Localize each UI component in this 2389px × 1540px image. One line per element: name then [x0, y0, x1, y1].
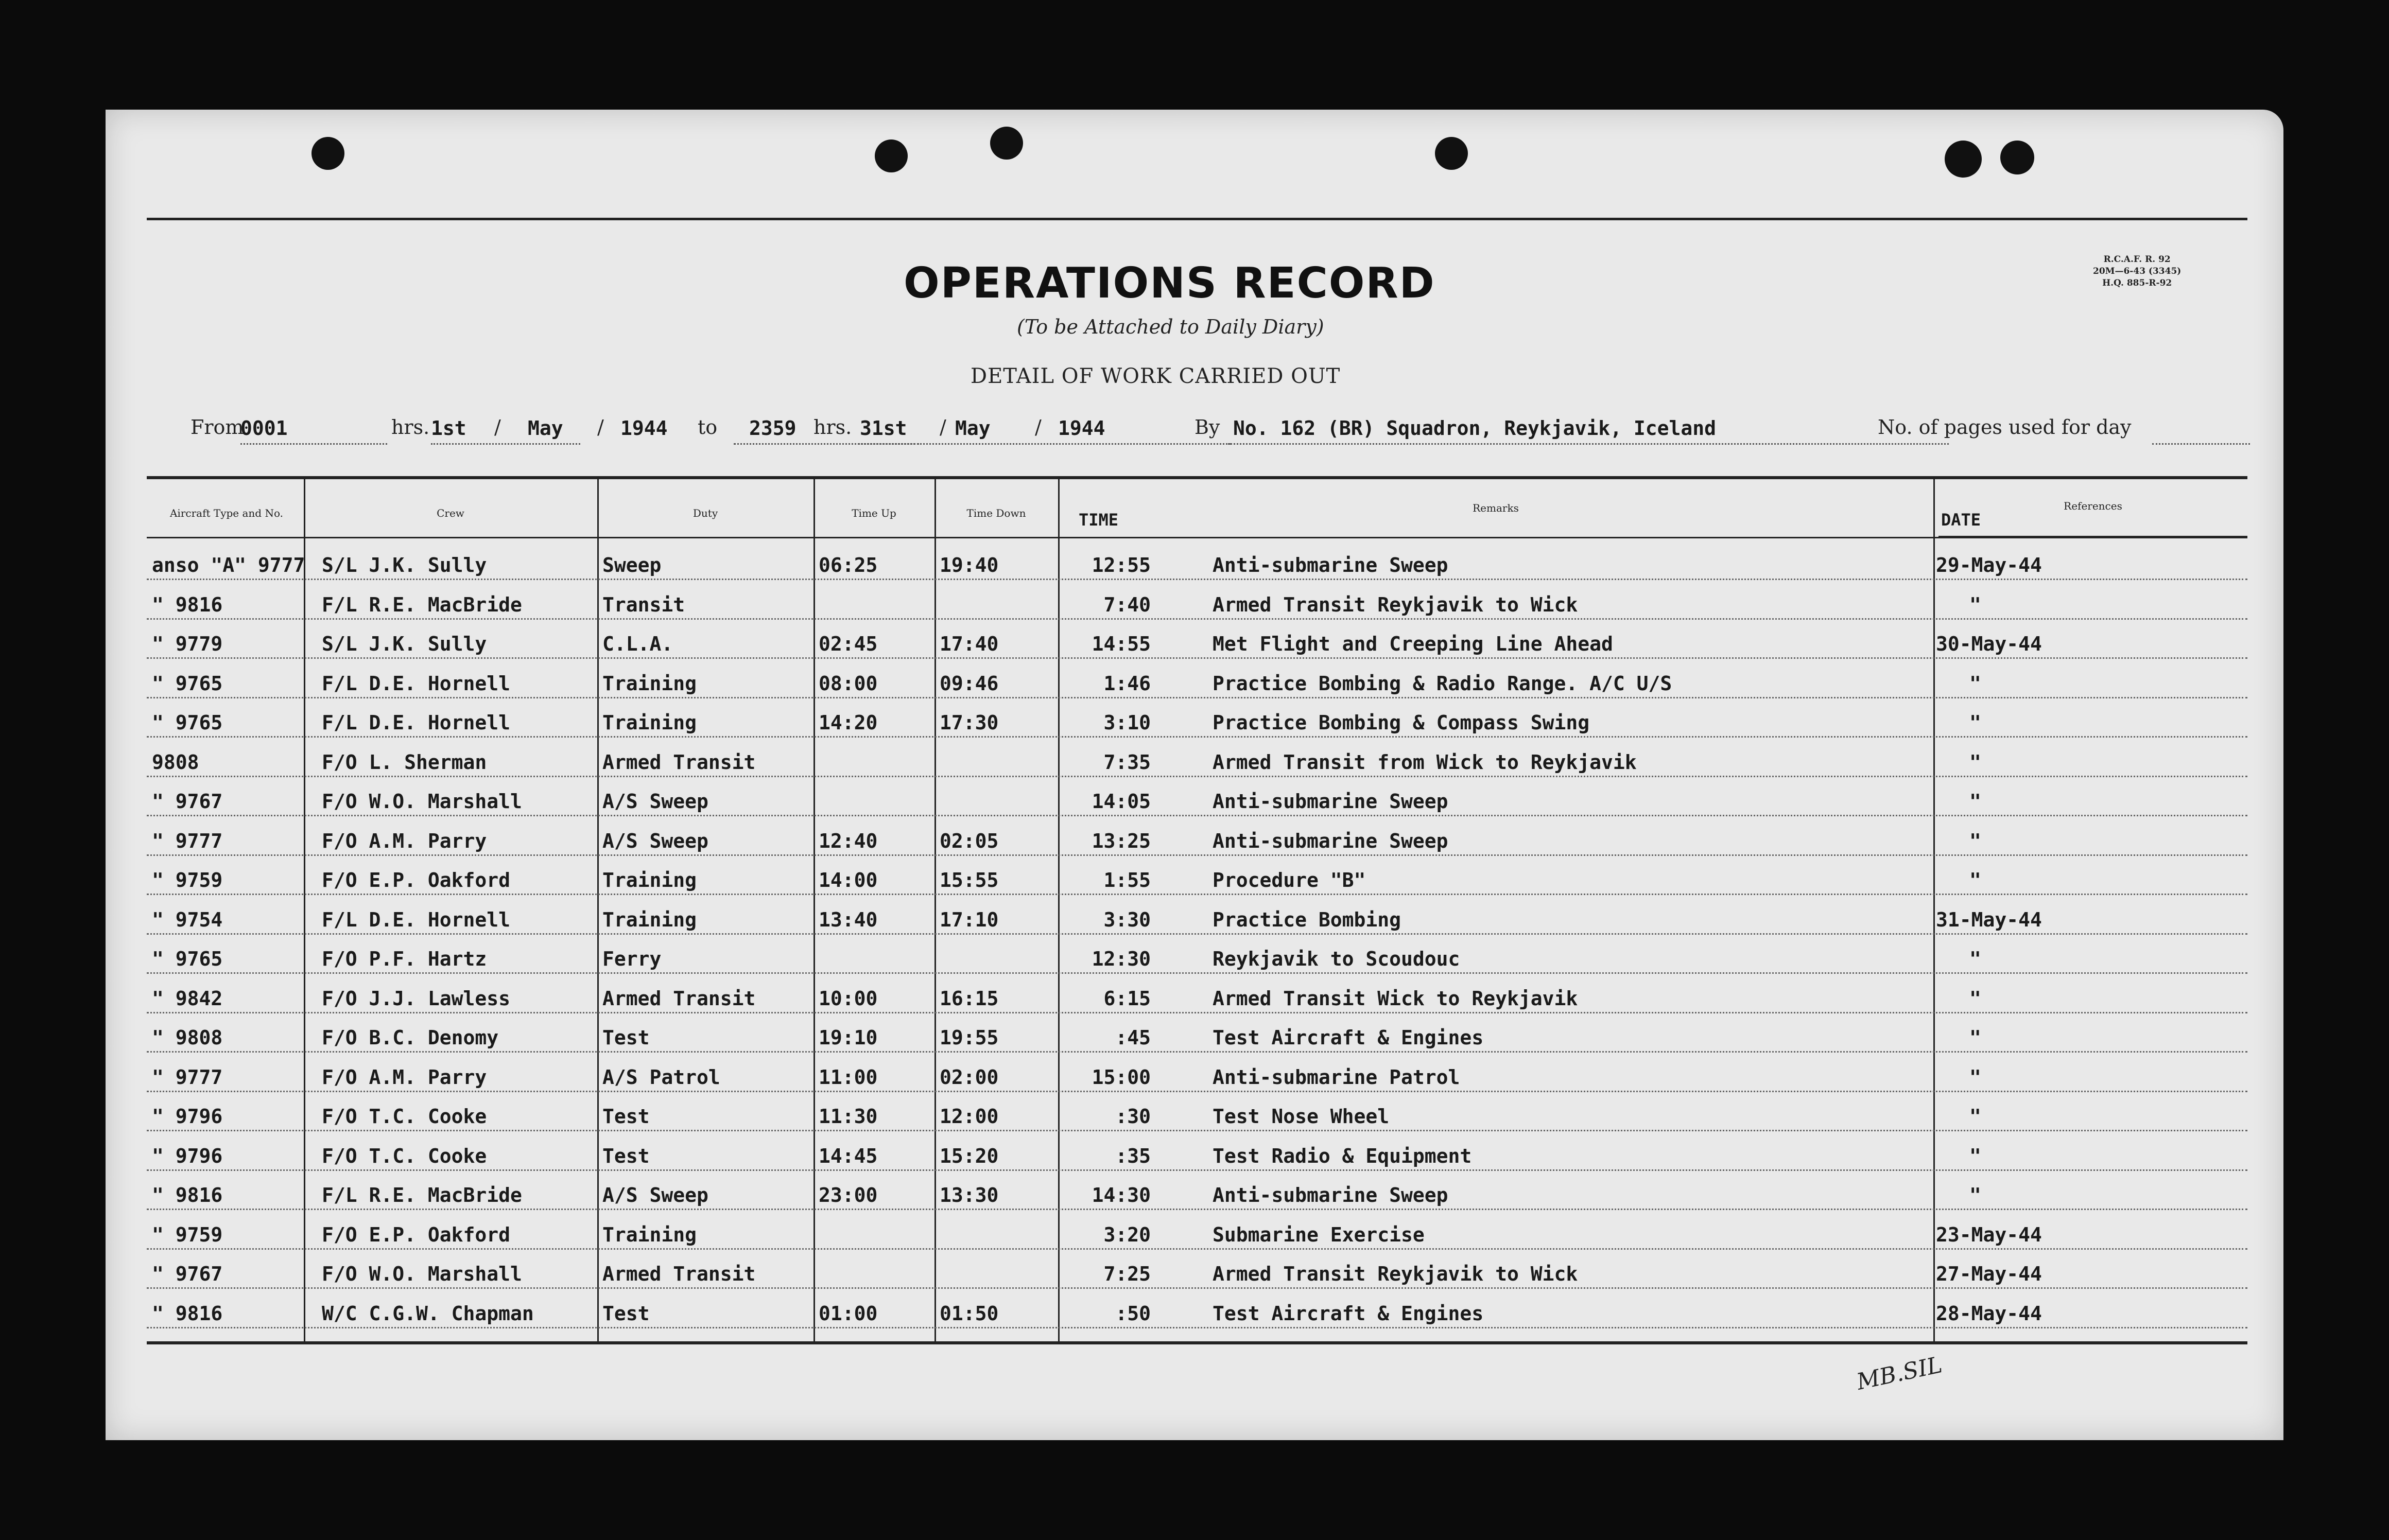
row-dotted-line: [147, 736, 2247, 738]
column-divider: [304, 478, 305, 1343]
punch-hole: [1945, 141, 1982, 178]
row-dotted-line: [147, 776, 2247, 777]
cell-crew: F/L D.E. Hornell: [322, 711, 511, 734]
form-ref-line: H.Q. 885-R-92: [2102, 278, 2172, 288]
cell-time-down: 15:55: [940, 869, 999, 891]
cell-date: 27-May-44: [1936, 1263, 2042, 1285]
cell-time: :45: [1115, 1026, 1151, 1049]
cell-time: 14:05: [1092, 790, 1151, 813]
from-day: 1st: [431, 417, 466, 440]
cell-crew: F/O L. Sherman: [322, 750, 487, 774]
cell-aircraft: " 9754: [152, 908, 223, 931]
cell-remarks: Submarine Exercise: [1213, 1223, 1425, 1246]
cell-date: ": [1969, 987, 1981, 1010]
cell-time-up: 01:00: [819, 1302, 878, 1325]
cell-duty: Training: [602, 1223, 697, 1246]
cell-time-down: 09:46: [940, 672, 999, 695]
cell-time: 1:55: [1103, 869, 1151, 891]
col-header-remarks: Remarks: [1473, 502, 1519, 514]
cell-remarks: Anti-submarine Sweep: [1213, 554, 1448, 576]
cell-remarks: Anti-submarine Sweep: [1213, 1184, 1448, 1206]
cell-date: ": [1969, 1065, 1981, 1089]
row-dotted-line: [147, 1012, 2247, 1013]
cell-remarks: Met Flight and Creeping Line Ahead: [1213, 633, 1613, 655]
cell-duty: A/S Sweep: [602, 829, 708, 852]
cell-crew: F/L D.E. Hornell: [322, 908, 511, 931]
col-header-duty: Duty: [693, 507, 718, 519]
row-dotted-line: [147, 894, 2247, 895]
cell-aircraft: " 9759: [152, 869, 223, 891]
table-top-rule: [147, 476, 2247, 479]
cell-duty: Training: [602, 908, 697, 931]
cell-duty: A/S Sweep: [602, 790, 708, 813]
cell-crew: S/L J.K. Sully: [322, 554, 487, 576]
cell-time-down: 17:40: [940, 633, 999, 655]
cell-time: 6:15: [1103, 987, 1151, 1010]
cell-remarks: Procedure "B": [1213, 869, 1366, 891]
cell-time-up: 08:00: [819, 672, 878, 695]
date-slash: /: [1035, 416, 1042, 439]
cell-aircraft: " 9808: [152, 1026, 223, 1049]
references-underline: [1938, 536, 2247, 537]
cell-crew: S/L J.K. Sully: [322, 633, 487, 655]
cell-date: 31-May-44: [1936, 908, 2042, 931]
date-slash: /: [940, 416, 946, 439]
col-header-references: References: [2064, 500, 2122, 512]
hrs-label: hrs.: [391, 416, 430, 439]
punch-hole: [1435, 137, 1468, 170]
cell-date: ": [1969, 711, 1981, 734]
col-header-crew: Crew: [437, 507, 464, 519]
row-dotted-line: [147, 1051, 2247, 1053]
cell-time-down: 19:55: [940, 1026, 999, 1049]
cell-remarks: Practice Bombing: [1213, 908, 1401, 931]
cell-aircraft: " 9777: [152, 829, 223, 852]
cell-aircraft: " 9816: [152, 593, 223, 616]
cell-remarks: Anti-submarine Sweep: [1213, 829, 1448, 852]
cell-time-down: 16:15: [940, 987, 999, 1010]
cell-remarks: Anti-submarine Patrol: [1213, 1065, 1460, 1089]
cell-time-down: 17:30: [940, 711, 999, 734]
cell-time: 14:55: [1092, 633, 1151, 655]
cell-date: ": [1969, 829, 1981, 852]
cell-duty: Training: [602, 711, 697, 734]
cell-time-up: 02:45: [819, 633, 878, 655]
cell-time-down: 15:20: [940, 1144, 999, 1167]
cell-duty: Ferry: [602, 948, 662, 970]
cell-time: 15:00: [1092, 1065, 1151, 1089]
cell-date: ": [1969, 869, 1981, 891]
from-time: 0001: [240, 417, 288, 440]
cell-remarks: Practice Bombing & Radio Range. A/C U/S: [1213, 672, 1672, 695]
cell-time: 7:25: [1103, 1263, 1151, 1285]
cell-time: 14:30: [1092, 1184, 1151, 1206]
cell-crew: F/O B.C. Denomy: [322, 1026, 499, 1049]
to-day: 31st: [860, 417, 907, 440]
to-year: 1944: [1058, 417, 1105, 440]
cell-time: 3:30: [1103, 908, 1151, 931]
cell-time: 3:10: [1103, 711, 1151, 734]
cell-date: ": [1969, 593, 1981, 616]
cell-aircraft: " 9796: [152, 1105, 223, 1128]
cell-time-up: 14:45: [819, 1144, 878, 1167]
cell-time: 1:46: [1103, 672, 1151, 695]
cell-time: :50: [1115, 1302, 1151, 1325]
cell-time: :35: [1115, 1144, 1151, 1167]
cell-duty: Test: [602, 1026, 650, 1049]
cell-crew: F/O A.M. Parry: [322, 1065, 487, 1089]
cell-date: ": [1969, 790, 1981, 813]
row-dotted-line: [147, 854, 2247, 856]
punch-hole: [311, 137, 344, 170]
row-dotted-line: [147, 1209, 2247, 1210]
to-label: to: [698, 416, 718, 439]
cell-date: ": [1969, 672, 1981, 695]
cell-time-up: 14:00: [819, 869, 878, 891]
cell-time: :30: [1115, 1105, 1151, 1128]
cell-crew: F/O T.C. Cooke: [322, 1105, 487, 1128]
cell-crew: F/O W.O. Marshall: [322, 1263, 522, 1285]
cell-crew: F/O A.M. Parry: [322, 829, 487, 852]
cell-duty: A/S Sweep: [602, 1184, 708, 1206]
row-dotted-line: [147, 1130, 2247, 1131]
cell-aircraft: " 9765: [152, 711, 223, 734]
cell-time-down: 02:05: [940, 829, 999, 852]
cell-crew: F/O J.J. Lawless: [322, 987, 511, 1010]
cell-aircraft: " 9796: [152, 1144, 223, 1167]
cell-date: ": [1969, 1105, 1981, 1128]
handwritten-annotation: MB.SIL: [1854, 1352, 1945, 1395]
cell-duty: Armed Transit: [602, 987, 756, 1010]
column-divider: [1933, 478, 1935, 1343]
pages-label: No. of pages used for day: [1878, 416, 2132, 439]
column-divider: [934, 478, 936, 1343]
row-dotted-line: [147, 657, 2247, 659]
cell-remarks: Test Aircraft & Engines: [1213, 1026, 1484, 1049]
from-year: 1944: [620, 417, 668, 440]
cell-duty: Transit: [602, 593, 685, 616]
cell-date: 23-May-44: [1936, 1223, 2042, 1246]
cell-time: 12:30: [1092, 948, 1151, 970]
row-dotted-line: [147, 972, 2247, 974]
column-divider: [597, 478, 599, 1343]
cell-duty: Armed Transit: [602, 750, 756, 774]
cell-duty: A/S Patrol: [602, 1065, 720, 1089]
cell-date: ": [1969, 750, 1981, 774]
row-dotted-line: [147, 933, 2247, 935]
column-divider: [813, 478, 815, 1343]
cell-date: 29-May-44: [1936, 554, 2042, 576]
unit-name: No. 162 (BR) Squadron, Reykjavik, Iceland: [1233, 417, 1716, 440]
to-time: 2359: [749, 417, 797, 440]
form-reference: [2093, 254, 2181, 289]
cell-aircraft: anso "A" 9777: [152, 554, 305, 576]
cell-time: 13:25: [1092, 829, 1151, 852]
form-ref-line: R.C.A.F. R. 92: [2103, 254, 2171, 265]
cell-crew: F/L R.E. MacBride: [322, 593, 522, 616]
cell-aircraft: " 9767: [152, 790, 223, 813]
cell-duty: Armed Transit: [602, 1263, 756, 1285]
punch-hole: [875, 139, 908, 172]
cell-time-down: 13:30: [940, 1184, 999, 1206]
cell-remarks: Anti-submarine Sweep: [1213, 790, 1448, 813]
cell-time-down: 17:10: [940, 908, 999, 931]
cell-time-up: 23:00: [819, 1184, 878, 1206]
cell-time: 3:20: [1103, 1223, 1151, 1246]
cell-date: ": [1969, 1144, 1981, 1167]
table-header-rule: [147, 537, 2247, 538]
row-dotted-line: [147, 1091, 2247, 1092]
cell-remarks: Armed Transit Reykjavik to Wick: [1213, 1263, 1578, 1285]
cell-crew: F/O E.P. Oakford: [322, 869, 511, 891]
col-header-time-up: Time Up: [852, 507, 896, 519]
cell-crew: W/C C.G.W. Chapman: [322, 1302, 534, 1325]
page-title: OPERATIONS RECORD: [904, 259, 1435, 308]
cell-crew: F/O W.O. Marshall: [322, 790, 522, 813]
cell-time-down: 01:50: [940, 1302, 999, 1325]
cell-time-up: 13:40: [819, 908, 878, 931]
date-slash: /: [494, 416, 501, 439]
col-header-date: DATE: [1941, 510, 1981, 530]
cell-crew: F/O P.F. Hartz: [322, 948, 487, 970]
cell-remarks: Test Radio & Equipment: [1213, 1144, 1472, 1167]
cell-time-up: 10:00: [819, 987, 878, 1010]
col-header-time: TIME: [1079, 510, 1119, 530]
from-label: From: [191, 416, 244, 439]
cell-aircraft: " 9777: [152, 1065, 223, 1089]
row-dotted-line: [147, 618, 2247, 620]
page-subtitle: (To be Attached to Daily Diary): [1017, 316, 1324, 338]
cell-crew: F/O T.C. Cooke: [322, 1144, 487, 1167]
cell-time-down: 19:40: [940, 554, 999, 576]
cell-crew: F/O E.P. Oakford: [322, 1223, 511, 1246]
cell-time-up: 11:00: [819, 1065, 878, 1089]
cell-remarks: Test Aircraft & Engines: [1213, 1302, 1484, 1325]
cell-aircraft: 9808: [152, 750, 199, 774]
cell-time-down: 02:00: [940, 1065, 999, 1089]
row-dotted-line: [147, 1248, 2247, 1250]
cell-duty: Test: [602, 1302, 650, 1325]
cell-crew: F/L D.E. Hornell: [322, 672, 511, 695]
cell-duty: C.L.A.: [602, 633, 673, 655]
cell-aircraft: " 9779: [152, 633, 223, 655]
cell-aircraft: " 9759: [152, 1223, 223, 1246]
cell-duty: Training: [602, 869, 697, 891]
cell-time-up: 11:30: [819, 1105, 878, 1128]
cell-date: 28-May-44: [1936, 1302, 2042, 1325]
top-rule: [147, 218, 2247, 220]
cell-time: 12:55: [1092, 554, 1151, 576]
cell-aircraft: " 9816: [152, 1302, 223, 1325]
cell-remarks: Armed Transit Reykjavik to Wick: [1213, 593, 1578, 616]
cell-remarks: Test Nose Wheel: [1213, 1105, 1390, 1128]
col-header-time-down: Time Down: [966, 507, 1026, 519]
cell-aircraft: " 9765: [152, 672, 223, 695]
from-month: May: [528, 417, 563, 440]
cell-duty: Training: [602, 672, 697, 695]
cell-aircraft: " 9765: [152, 948, 223, 970]
cell-duty: Test: [602, 1144, 650, 1167]
row-dotted-line: [147, 815, 2247, 816]
cell-remarks: Practice Bombing & Compass Swing: [1213, 711, 1590, 734]
cell-time-up: 14:20: [819, 711, 878, 734]
cell-time: 7:35: [1103, 750, 1151, 774]
cell-remarks: Armed Transit Wick to Reykjavik: [1213, 987, 1578, 1010]
cell-duty: Test: [602, 1105, 650, 1128]
cell-duty: Sweep: [602, 554, 662, 576]
row-dotted-line: [147, 1169, 2247, 1171]
col-header-aircraft: Aircraft Type and No.: [169, 507, 284, 519]
row-dotted-line: [147, 697, 2247, 698]
detail-heading: DETAIL OF WORK CARRIED OUT: [971, 364, 1341, 388]
cell-remarks: Reykjavik to Scoudouc: [1213, 948, 1460, 970]
hrs-label: hrs.: [813, 416, 852, 439]
cell-aircraft: " 9842: [152, 987, 223, 1010]
cell-time-up: 06:25: [819, 554, 878, 576]
cell-aircraft: " 9816: [152, 1184, 223, 1206]
cell-time-up: 12:40: [819, 829, 878, 852]
cell-crew: F/L R.E. MacBride: [322, 1184, 522, 1206]
row-dotted-line: [147, 1327, 2247, 1328]
record-sheet: [106, 110, 2283, 1440]
cell-date: ": [1969, 1026, 1981, 1049]
cell-remarks: Armed Transit from Wick to Reykjavik: [1213, 750, 1637, 774]
cell-date: 30-May-44: [1936, 633, 2042, 655]
to-month: May: [955, 417, 991, 440]
cell-time-down: 12:00: [940, 1105, 999, 1128]
by-label: By: [1195, 416, 1220, 439]
cell-date: ": [1969, 948, 1981, 970]
table-bottom-rule: [147, 1341, 2247, 1344]
date-slash: /: [597, 416, 604, 439]
row-dotted-line: [147, 579, 2247, 580]
form-ref-line: 20M—6-43 (3345): [2093, 266, 2182, 276]
punch-hole: [2000, 141, 2034, 174]
punch-hole: [990, 127, 1023, 160]
cell-time: 7:40: [1103, 593, 1151, 616]
cell-aircraft: " 9767: [152, 1263, 223, 1285]
cell-time-up: 19:10: [819, 1026, 878, 1049]
cell-date: ": [1969, 1184, 1981, 1206]
row-dotted-line: [147, 1287, 2247, 1289]
